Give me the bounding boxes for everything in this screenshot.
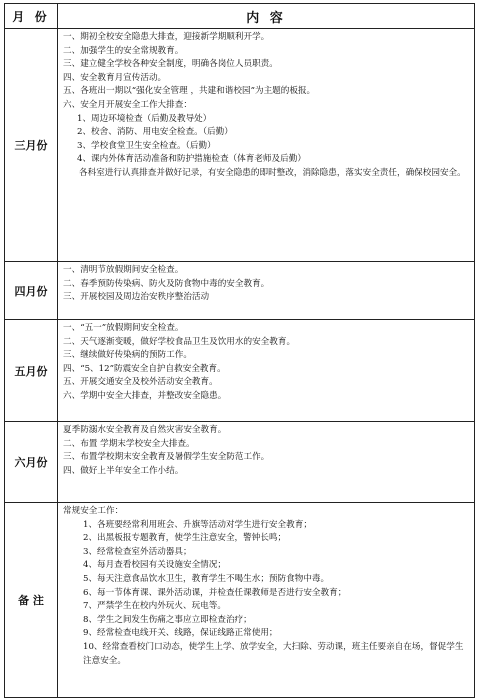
list-item: 三、建立健全学校各种安全制度，明确各岗位人员职责。: [63, 59, 278, 70]
list-item: 4、课内外体育活动准备和防护措施检查（体育老师及后勤）: [77, 154, 306, 165]
list-item: 2、校舍、消防、用电安全检查。（后勤）: [77, 127, 233, 138]
list-item: 3、学校食堂卫生安全检查。（后勤）: [77, 140, 216, 151]
list-item: 六、学期中安全大排查，并整改安全隐患。: [63, 390, 227, 401]
table-row-june: [5, 422, 475, 503]
list-item: 各科室进行认真排查并做好记录，有安全隐患的即时整改，消除隐患，落实安全责任，确保校园安全。: [79, 167, 466, 178]
list-item: 9、经常检查电线开关、线路，保证线路正常使用；: [83, 628, 278, 639]
notes-content: [58, 503, 475, 698]
header-content: 内 容: [58, 4, 475, 29]
list-item: 五、各班出一期以“强化安全管理 ，共建和谐校园”为主题的板报。: [63, 86, 316, 97]
list-item: 二、天气逐渐变暖，做好学校食品卫生及饮用水的安全教育。: [63, 336, 296, 347]
list-item: 1、周边环境检查（后勤及教导处）: [77, 113, 212, 124]
list-item: 8、学生之间发生伤痛之事应立即检查治疗；: [83, 614, 252, 625]
list-item: 六、安全月开展安全工作大排查：: [63, 99, 192, 110]
list-item: 一、期初全校安全隐患大排查，迎接新学期顺利开学。: [63, 32, 270, 42]
month-label: 六月份: [5, 422, 58, 503]
list-item: 一、清明节放假期间安全检查。: [63, 265, 184, 275]
month-label: 四月份: [5, 262, 58, 320]
list-item: 5、每天注意食品饮水卫生，教育学生不喝生水；预防食物中毒。: [83, 573, 330, 584]
month-label: 备 注: [5, 503, 58, 698]
list-item: 四、“5、12”防震安全自护自救安全教育。: [63, 363, 226, 374]
list-item: 3、经常检查室外活动器具；: [83, 546, 192, 557]
header-month: 月 份: [5, 4, 58, 29]
month-content: [58, 422, 475, 503]
table-row-notes: [5, 503, 475, 698]
list-item: 夏季防溺水安全教育及自然灾害安全教育。: [63, 425, 227, 435]
month-content: [58, 262, 475, 320]
list-item: 6、每一节体育课、课外活动课，并检查任课教师是否进行安全教育；: [83, 587, 347, 598]
table-header-row: [5, 4, 475, 29]
list-item: 四、做好上半年安全工作小结。: [63, 465, 184, 476]
list-item: 二、春季预防传染病、防火及防食物中毒的安全教育。: [63, 278, 270, 289]
list-item: 二、加强学生的安全常规教育。: [63, 45, 184, 56]
list-item: 四、安全教育月宣传活动。: [63, 72, 167, 83]
list-item: 7、严禁学生在校内外玩火、玩电等。: [83, 601, 226, 612]
list-item: 五、开展交通安全及校外活动安全教育。: [63, 377, 218, 388]
list-item: 2、出黑板报专题教育，使学生注意安全，警钟长鸣；: [83, 533, 287, 544]
month-label: 五月份: [5, 320, 58, 422]
safety-plan-table: [4, 3, 475, 698]
list-item: 二、布置 学期末学校安全大排查。: [63, 438, 195, 449]
table-row-april: [5, 262, 475, 320]
safety-plan-sheet: [4, 3, 475, 698]
list-item: 4、每月查看校园有关设施安全情况；: [83, 560, 226, 571]
notes-intro: 常规安全工作：: [63, 506, 124, 516]
list-item: 10、经常查看校门口动态，使学生上学、放学安全，大扫除、劳动课，班主任要亲自在场，督促学生注意安全。: [83, 641, 464, 666]
month-content: [58, 29, 475, 262]
table-row-may: [5, 320, 475, 422]
list-item: 1、各班要经常利用班会、升旗等活动对学生进行安全教育；: [83, 519, 312, 530]
table-row-march: [5, 29, 475, 262]
list-item: 三、布置学校期末安全教育及暑假学生安全防范工作。: [63, 452, 270, 463]
list-item: 三、继续做好传染病的预防工作。: [63, 350, 192, 361]
month-content: [58, 320, 475, 422]
month-label: 三月份: [5, 29, 58, 262]
list-item: 一、“五一”放假期间安全检查。: [63, 323, 184, 333]
list-item: 三、开展校园及周边治安秩序整治活动: [63, 292, 210, 303]
